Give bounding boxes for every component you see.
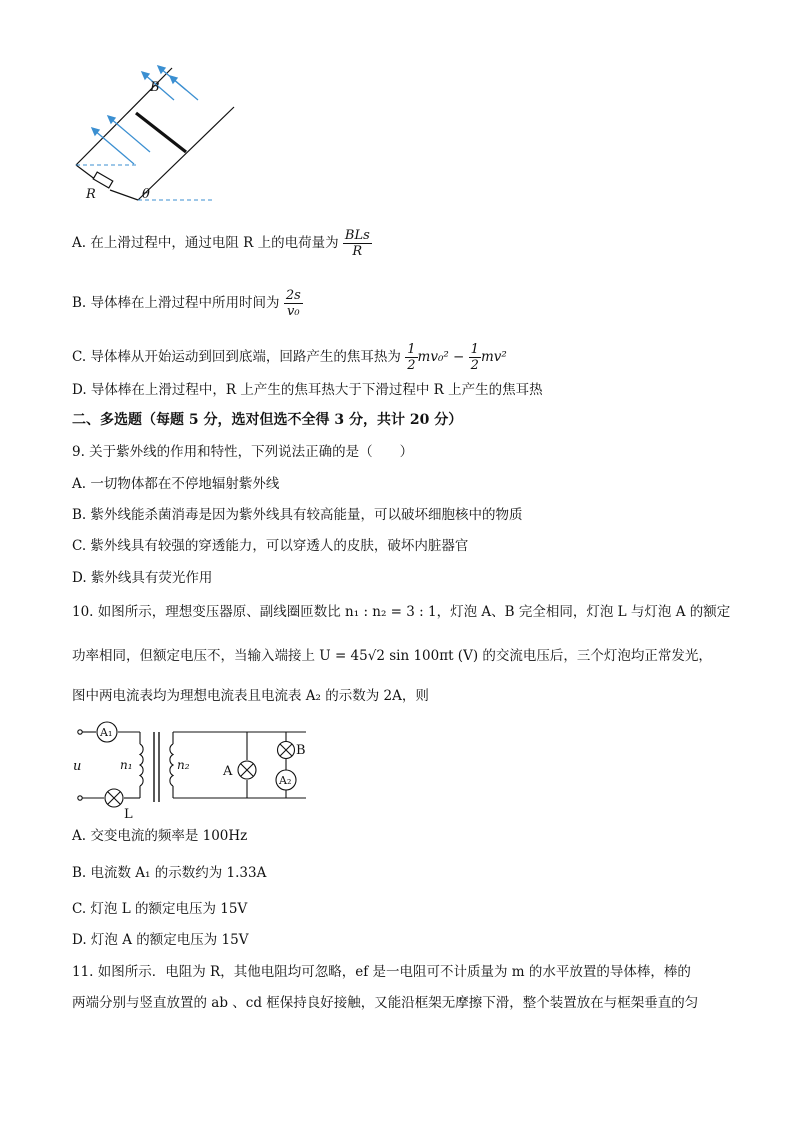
q10-option-c: C. 灯泡 L 的额定电压为 15V — [72, 901, 248, 917]
q8-option-b — [72, 288, 303, 319]
secondary-coil — [170, 744, 173, 786]
fraction-denominator: v₀ — [287, 304, 300, 319]
q10-line-1: 10. 如图所示，理想变压器原、副线圈匝数比 n₁ : n₂ = 3 : 1，灯泡 A、B 完全相同，灯泡 L 与灯泡 A 的额定 — [72, 604, 731, 620]
section-heading: 二、多选题（每题 5 分，选对但选不全得 3 分，共计 20 分） — [72, 412, 463, 428]
q8-option-a-text: A. 在上滑过程中，通过电阻 R 上的电荷量为 — [72, 235, 339, 251]
label-lamp-B: B — [296, 743, 306, 758]
label-A1: A₁ — [100, 726, 113, 739]
label-n2: n₂ — [177, 758, 190, 772]
q10-line-2: 功率相同，但额定电压不，当输入端接上 U = 45√2 sin 100πt (V) 的交流电压后，三个灯泡均正常发光， — [72, 648, 712, 664]
label-A2: A₂ — [279, 774, 292, 787]
q10-option-d: D. 灯泡 A 的额定电压为 15V — [72, 932, 249, 948]
input-terminal-bottom — [78, 796, 82, 800]
q10-option-a: A. 交变电流的频率是 100Hz — [72, 828, 248, 844]
primary-coil — [140, 744, 143, 786]
q9-option-d: D. 紫外线具有荧光作用 — [72, 570, 213, 586]
label-n1: n₁ — [120, 758, 133, 772]
half-fraction-1 — [405, 342, 417, 373]
q9-option-c: C. 紫外线具有较强的穿透能力，可以穿透人的皮肤，破坏内脏器官 — [72, 538, 469, 554]
q8-option-a — [72, 228, 372, 259]
half-fraction-2 — [469, 342, 481, 373]
q11-line-1: 11. 如图所示．电阻为 R，其他电阻均可忽略，ef 是一电阻可不计质量为 m 的水平放置的导体棒，棒的 — [72, 964, 691, 980]
q8-option-c-term1: mv₀² − — [417, 349, 465, 365]
q8-option-d: D. 导体棒在上滑过程中，R 上产生的焦耳热大于下滑过程中 R 上产生的焦耳热 — [72, 382, 543, 398]
q11-line-2: 两端分别与竖直放置的 ab 、cd 框保持良好接触，又能沿框架无摩擦下滑，整个装置放在与框架垂直的匀 — [72, 995, 699, 1011]
q8-option-a-fraction — [343, 228, 372, 259]
fraction-denominator: 2 — [407, 358, 416, 373]
fraction-numerator: 1 — [407, 342, 416, 357]
q8-option-c-term2: mv² — [480, 349, 507, 365]
label-B: B — [150, 80, 160, 95]
q8-option-b-fraction — [284, 288, 303, 319]
q10-line-3: 图中两电流表均为理想电流表且电流表 A₂ 的示数为 2A，则 — [72, 688, 429, 704]
q9-stem: 9. 关于紫外线的作用和特性，下列说法正确的是（ ） — [72, 444, 414, 460]
fraction-denominator: 2 — [470, 358, 479, 373]
label-R: R — [86, 187, 96, 202]
q8-option-b-text: B. 导体棒在上滑过程中所用时间为 — [72, 295, 280, 311]
fraction-numerator: BLs — [344, 228, 370, 243]
label-lamp-L: L — [124, 807, 133, 822]
transformer-circuit-figure — [70, 716, 320, 822]
incline-rail-figure — [66, 60, 246, 210]
q8-option-c-text: C. 导体棒从开始运动到回到底端，回路产生的焦耳热为 — [72, 349, 401, 365]
q10-option-b: B. 电流数 A₁ 的示数约为 1.33A — [72, 865, 267, 881]
q9-option-b: B. 紫外线能杀菌消毒是因为紫外线具有较高能量，可以破坏细胞核中的物质 — [72, 507, 523, 523]
q9-option-a: A. 一切物体都在不停地辐射紫外线 — [72, 476, 280, 492]
fraction-denominator: R — [352, 244, 363, 259]
q8-option-c — [72, 342, 507, 373]
label-theta: θ — [142, 187, 150, 202]
fraction-numerator: 1 — [470, 342, 479, 357]
fraction-numerator: 2s — [285, 288, 301, 303]
resistor-R — [93, 172, 113, 188]
label-u: u — [73, 759, 82, 774]
input-terminal-top — [78, 730, 82, 734]
label-lamp-A: A — [223, 764, 233, 779]
